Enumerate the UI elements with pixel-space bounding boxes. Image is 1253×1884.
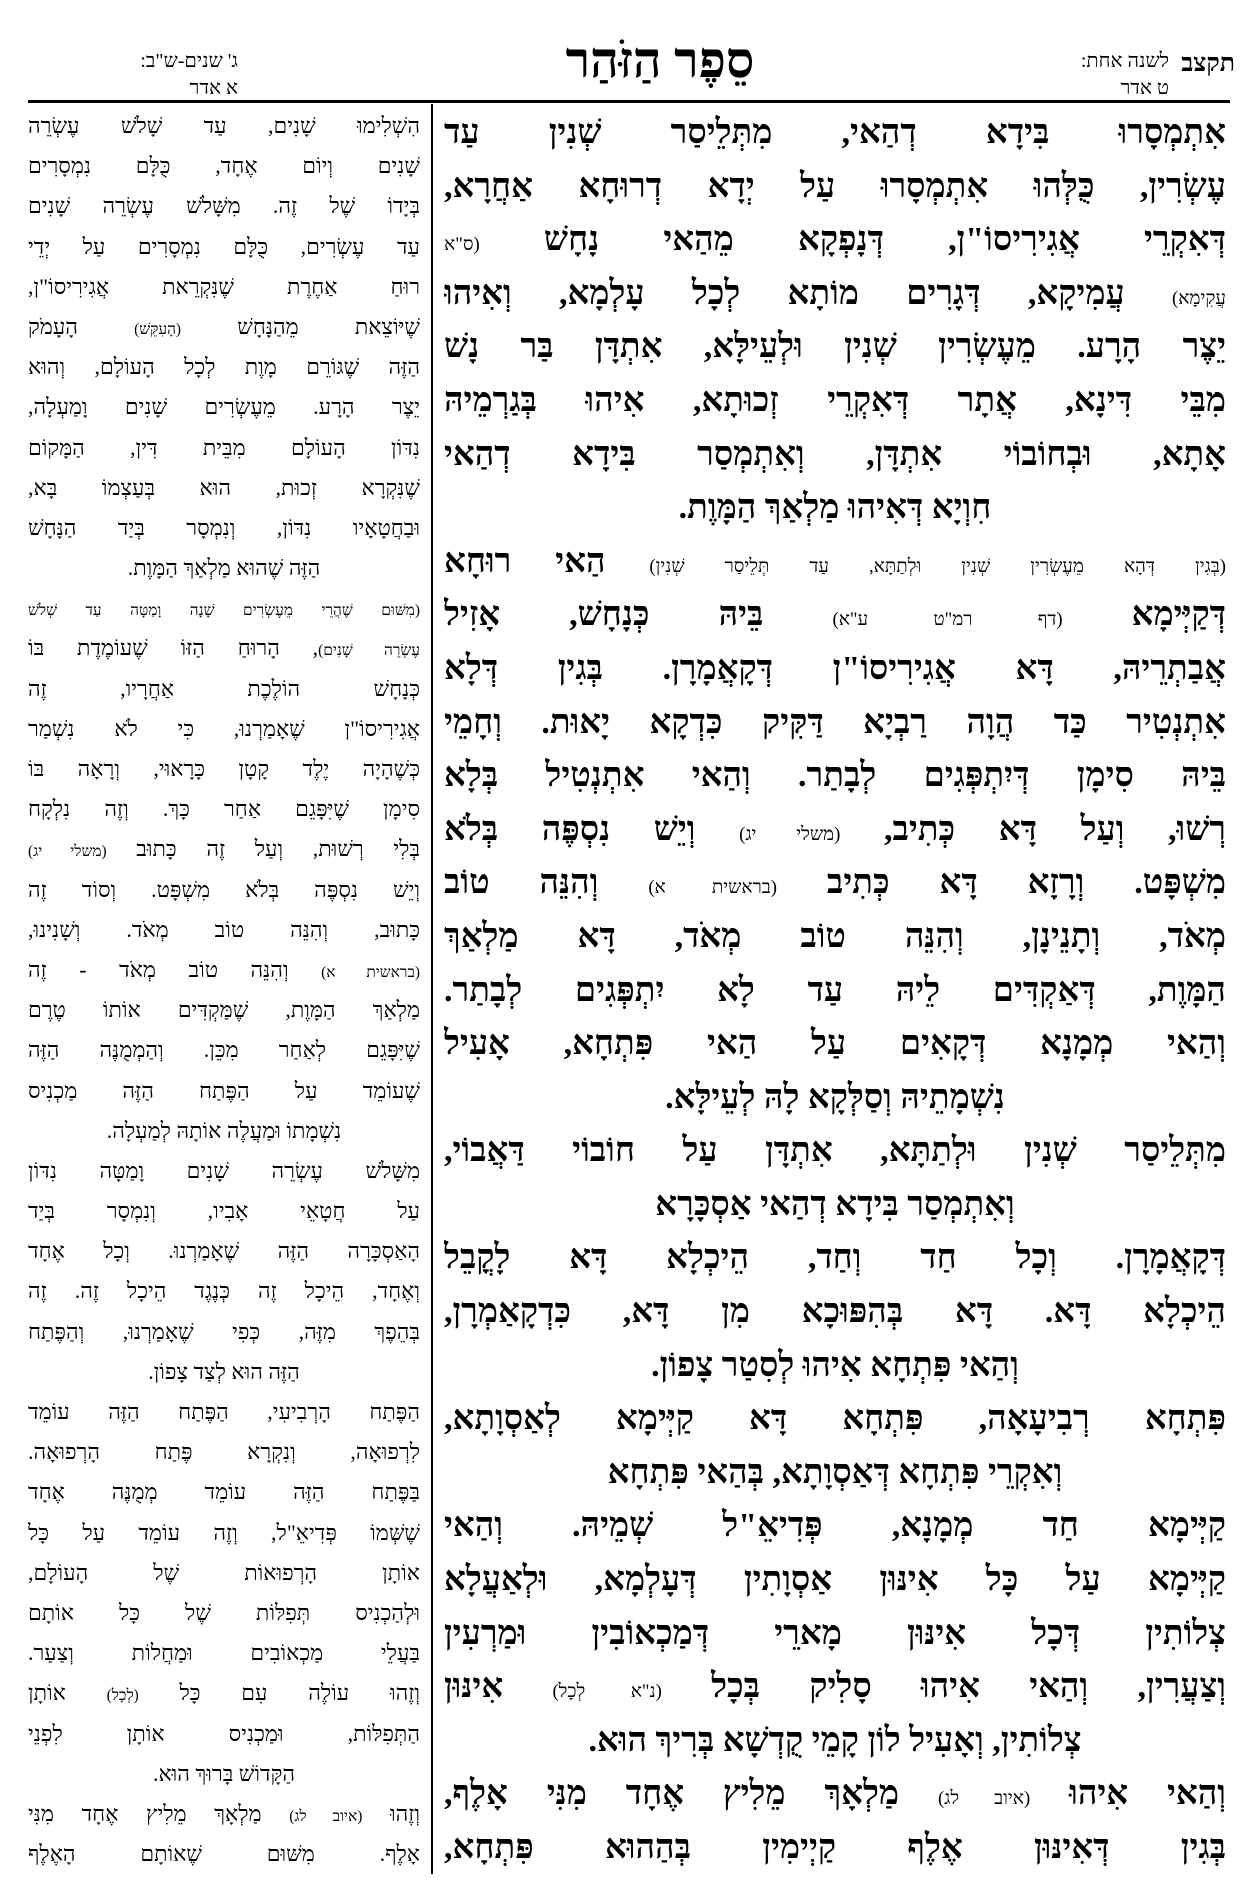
main-text-line: קַיְּימָא עַל כָּל אִינּוּן אַסְוָתִין דְּעָלְמָא, וּלְאַעֲלָא xyxy=(444,1561,1226,1599)
translation-text-line: הַקָּדוֹשׁ בָּרוּךְ הוּא. xyxy=(152,1760,296,1786)
translation-text-line: אוֹתָן הָרְפוּאוֹת שֶׁל הָעוֹלָם, xyxy=(28,1559,420,1585)
translation-text-line: בְּלִי רְשׁוּת, וְעַל זֶה כָּתוּב (משלי יג) xyxy=(28,836,420,862)
translation-text-line: כָּתוּב, וְהִנֵּה טוֹב מְאֹד. וְשָׁנִינוּ, xyxy=(28,916,420,942)
main-text-line: מְאֹד, וְתָנֵינָן, וְהִנֵּה טוֹב מְאֹד, דָּא מַלְאַךְ xyxy=(444,917,1226,955)
main-text-line: הֵיכְלָא דָּא. דָּא בְּהִפּוּכָא מִן דָּא, כִּדְקָאַמְרָן, xyxy=(444,1293,1226,1331)
inline-reference: (מִשּׁוּם שֶׁהֲרֵי מֵעֶשְׂרִים שָׁנָה וָמַטָּה עַד שְׁלֹשׁ xyxy=(28,602,420,620)
translation-text-line: שֶׁיִּפָּגֵם לְאַחַר מִכֵּן. וְהַמְמֻנֶּה הַזֶּה xyxy=(28,1037,420,1063)
translation-text-line: רוּחַ אַחֶרֶת שֶׁנִּקְרֵאת אֲגִירִיסוֹ"ן, xyxy=(28,273,420,299)
inline-reference: (נ"א לְכָל) xyxy=(552,1681,662,1703)
translation-text-line: בַּפֶּתַח הַזֶּה עוֹמֵד מְמֻנֶּה אֶחָד xyxy=(28,1479,420,1505)
main-text-line: בֵּיהּ סִימָן דְּיִתְפְּגִים לְבָתַר. וְהַאי אִתְנְטִיל בְּלָא xyxy=(444,757,1226,795)
inline-reference: עֲקִימָא) xyxy=(1172,287,1226,309)
translation-text-line: וּבַחֲטָאָיו נִדּוֹן, וְנִמְסָר בְּיַד הַנָּחָשׁ xyxy=(28,514,420,540)
main-text-line: אָתָא, וּבְחוֹבוֹי אִתְדָּן, וְאִתְמְסַר בִּידָא דְהַאי xyxy=(444,435,1226,473)
translation-text-line: הָאַסְכָּרָה הַזֶּה שֶׁאָמַרְנוּ. וְכָל אֶחָד xyxy=(28,1238,420,1264)
main-text-line: רְשׁוּ, וְעַל דָּא כְּתִיב, (משלי יג) וְיֵשׁ נִסְפֶּה בְּלֹא xyxy=(444,810,1226,848)
translation-text-line: הַתְּפִלּוֹת, וּמַכְנִיס אוֹתָן לִפְנֵי xyxy=(28,1720,420,1746)
translation-text-line: עֶשְׂרֵה שָׁנִים), הָרוּחַ הַזּוֹ שֶׁעוֹמֶדֶת בּוֹ xyxy=(28,635,420,661)
main-text-line: וְהַאי מְמָנָא דְּקָאִים עַל הַאי פִּתְחָא, אָעִיל xyxy=(444,1025,1226,1063)
main-text-line: וְצַעֲרִין, וְהַאי אִיהוּ סָלִיק בְּכָל (נ"א לְכָל) אִינּוּן xyxy=(444,1668,1226,1706)
translation-text-line: נִדּוֹן הָעוֹלָם מִבֵּית דִּין, הַמָּקוֹם xyxy=(28,434,420,460)
translation-text-line: אֲגִירִיסוֹ"ן שֶׁאָמַרְנוּ, כִּי לֹא נִשְׁמַר xyxy=(28,715,420,741)
main-text-line: פִּתְחָא רְבִיעָאָה, פִּתְחָא דָּא קַיְּימָא לְאַסְוָתָא, xyxy=(444,1400,1226,1438)
inline-reference: (ס"א xyxy=(444,234,480,256)
inline-reference: עֶשְׂרֵה שָׁנִים) xyxy=(318,642,420,660)
inline-reference: (הָעִקֵּשׁ) xyxy=(134,320,182,338)
translation-text-line: בְּיָדוֹ שֶׁל זֶה. מִשָּׁלֹשׁ עֶשְׂרֵה שָׁנִים xyxy=(28,193,420,219)
translation-text-line: שֶׁיּוֹצֵאת מֵהַנָּחָשׁ (הָעִקֵּשׁ) הָעָמֹק xyxy=(28,313,420,339)
inline-reference: (בראשית א) xyxy=(648,877,778,899)
column-divider xyxy=(431,104,433,1874)
main-text-line: מִשְׁפָּט. וְרָזָא דָּא כְּתִיב (בראשית א) וְהִנֵּה טוֹב xyxy=(444,864,1226,902)
header-rule xyxy=(28,100,1230,103)
translation-text-line: (בראשית א) וְהִנֵּה טוֹב מְאֹד - זֶה xyxy=(28,956,420,982)
translation-column xyxy=(28,106,420,1874)
main-text-line: וְאִקְרֵי פִּתְחָא דְּאַסְוָתָא, בְּהַאי פִּתְחָא xyxy=(607,1453,1063,1491)
main-text-line: חִוְיָא דְּאִיהוּ מַלְאַךְ הַמָּוֶת. xyxy=(678,489,992,527)
translation-text-line: סִימָן שֶׁיִּפָּגֵם אַחַר כָּךְ. וְזֶה נִלְקָח xyxy=(28,796,420,822)
main-text-line: דְּקָאֲמָרָן. וְכָל חַד וְחַד, הֵיכְלָא דָּא לָקֳבֵל xyxy=(444,1239,1226,1277)
inline-reference: (בראשית א) xyxy=(321,963,420,981)
translation-text-line: וְזֶהוּ (איוב לג) מַלְאָךְ מֵלִיץ אֶחָד מִנִּי xyxy=(28,1800,420,1826)
inline-reference: (משלי יג) xyxy=(739,823,841,845)
main-text-line: וְאִתְמְסַר בִּידָא דְהַאי אַסְכָּרָא xyxy=(655,1185,1015,1223)
translation-text-line: שֶׁנִּקְרָא זְכוּת, הוּא בְּעַצְמוֹ בָּא, xyxy=(28,474,420,500)
inline-reference: (איוב לג) xyxy=(937,1788,1031,1810)
main-text-line: מִבֵּי דִּינָא, אֲתָר דְּאִקְרֵי זְכוּתָא, אִיהוּ בְּגַרְמֵיהּ xyxy=(444,381,1226,419)
inline-reference: (דף רמ"ט ע"א) xyxy=(832,609,1063,631)
translation-text-line: עַל חֲטָאֵי אָבִיו, וְנִמְסָר בְּיַד xyxy=(28,1198,420,1224)
translation-text-line xyxy=(28,588,420,628)
translation-text-line: נִשְׁמָתוֹ וּמַעֲלֶה אוֹתָהּ לְמַעְלָה. xyxy=(106,1117,342,1143)
main-text-line: יֵצֶר הָרָע. מֵעֶשְׂרִין שְׁנִין וּלְעֵילָּא, אִתְדָּן בַּר נָשׁ xyxy=(444,328,1226,366)
main-text-line: עֶשְׂרִין, כֻּלְּהוּ אִתְמְסָרוּ עַל יְדָא דְרוּחָא אַחֲרָא, xyxy=(444,167,1226,205)
translation-text-line: הַזֶּה הוּא לְצַד צָפוֹן. xyxy=(148,1358,300,1384)
translation-text-line: הִשְׁלִימוּ שָׁנִים, עַד שָׁלֹשׁ עֶשְׂרֵה xyxy=(28,113,420,138)
translation-text-line: וְאֶחָד, הֵיכָל זֶה כְּנֶגֶד הֵיכָל זֶה. זֶה xyxy=(28,1278,420,1304)
translation-text-line: כְּשֶׁהָיָה יֶלֶד קָטָן כָּרָאוּי, וְרָאָה בּוֹ xyxy=(28,756,420,781)
left-running-note xyxy=(96,48,238,102)
main-text-line: (בְּגִין דְּהָא מֵעֶשְׂרִין שְׁנִין וּלְתַתָּא, עַד תְּלֵיסַר שְׁנִין) הַאי רוּחָא xyxy=(444,542,1226,580)
page-title: סֵפֶר הַזֹּהַר xyxy=(565,32,755,88)
translation-text-line: וְיֵשׁ נִסְפֶּה בְּלֹא מִשְׁפָּט. וְסוֹד זֶה xyxy=(28,876,420,902)
main-text-line: נִשְׁמָתֵיהּ וְסַלְּקָא לָהּ לְעֵילָּא. xyxy=(665,1078,1005,1116)
inline-reference: (לְכָל) xyxy=(106,1687,139,1705)
main-column xyxy=(444,106,1226,1875)
translation-text-line: מַלְאַךְ הַמָּוֶת, שֶׁמַּקְדִּים אוֹתוֹ טֶרֶם xyxy=(28,997,420,1023)
inline-reference: (משלי יג) xyxy=(28,843,107,861)
translation-text-line: שָׁנִים וְיוֹם אֶחָד, כֻּלָּם נִמְסָרִים xyxy=(28,153,420,179)
translation-text-line: שֶׁעוֹמֵד עַל הַפֶּתַח הַזֶּה מַכְנִיס xyxy=(28,1077,420,1103)
inline-reference: (בְּגִין דְּהָא מֵעֶשְׂרִין שְׁנִין וּלְתַתָּא, עַד תְּלֵיסַר שְׁנִין) xyxy=(649,555,1226,577)
main-text-line: עֲקִימָא) עֲמִיקָא, דְּגָרִים מוֹתָא לְכָל עָלְמָא, וְאִיהוּ xyxy=(444,274,1226,312)
inline-reference: (איוב לג) xyxy=(289,1807,363,1825)
right-running-note xyxy=(1049,48,1169,102)
main-text-line: דְּקַיְּימָא (דף רמ"ט ע"א) בֵּיהּ כְּנָחָשׁ, אָזִיל xyxy=(444,596,1226,634)
left-note-line: ג' שנים-ש"ב: xyxy=(140,50,238,72)
translation-text-line: לִרְפוּאָה, וְנִקְרָא פֶּתַח הָרְפוּאָה. xyxy=(28,1439,420,1465)
translation-text-line: כְּנָחָשׁ הוֹלֶכֶת אַחֲרָיו, זֶה xyxy=(28,675,420,701)
main-text-line: וְהַאי אִיהוּ (איוב לג) מַלְאָךְ מֵלִיץ אֶחָד מִנִּי אָלֶף, xyxy=(444,1775,1226,1813)
main-text-line: דְּאִקְרֵי אֲגִירִיסוֹ"ן, דְּנָפְקָא מֵהַאי נָחָשׁ (ס"א xyxy=(444,221,1226,259)
translation-text-line: שֶׁשְּׁמוֹ פְּדִיאֵ"ל, וְזֶה עוֹמֵד עַל כָּל xyxy=(28,1519,420,1545)
right-note-line: ט אדר xyxy=(1120,77,1169,99)
main-text-line: צְלוֹתִין, וְאָעִיל לוֹן קָמֵי קֻדְשָׁא בְּרִיךְ הוּא. xyxy=(588,1721,1082,1759)
main-text-line: קַיְּימָא חַד מְמָנָא, פְּדִיאֵ"ל שְׁמֵיהּ. וְהַאי xyxy=(444,1507,1226,1545)
main-text-line: אִתְנְטִיר כַּד הֲוָה רַבְיָא דַּקִּיק כִּדְקָא יָאוּת. וְחָמֵי xyxy=(444,703,1226,741)
translation-text-line: הַזֶּה שֶׁהוּא מַלְאַךְ הַמָּוֶת. xyxy=(127,555,321,581)
translation-text-line: עַד עֶשְׂרִים, כֻּלָּם נִמְסָרִים עַל יְדֵי xyxy=(28,233,420,259)
translation-text-line: הַפֶּתַח הָרְבִיעִי, הַפֶּתַח הַזֶּה עוֹמֵד xyxy=(28,1399,420,1424)
translation-text-line: הַזֶּה שֶׁגּוֹרֵם מָוֶת לְכָל הָעוֹלָם, וְהוּא xyxy=(28,354,420,380)
translation-text-line: מִשָּׁלֹשׁ עֶשְׂרֵה שָׁנִים וָמַטָּה נִדּוֹן xyxy=(28,1157,420,1183)
translation-text-line: בַּעֲלֵי מַכְאוֹבִים וּמַחֲלוֹת וְצַעַר. xyxy=(28,1640,420,1666)
translation-text-line: אָלֶף. מִשּׁוּם שֶׁאוֹתָם הָאֶלֶף xyxy=(28,1841,420,1867)
translation-text-line: יֵצֶר הָרָע. מֵעֶשְׂרִים שָׁנִים וָמַעְלָה, xyxy=(28,394,420,420)
translation-text-line: וְזֶהוּ עוֹלֶה עִם כָּל (לְכָל) אוֹתָן xyxy=(28,1680,420,1706)
translation-text-line: וּלְהַכְנִיס תְּפִלּוֹת שֶׁל כָּל אוֹתָם xyxy=(28,1599,420,1625)
main-text-line: מִתְּלֵיסַר שְׁנִין וּלְתַתָּא, אִתְדָּן עַל חוֹבוֹי דַּאֲבוֹי, xyxy=(444,1132,1226,1170)
main-text-line: צְלוֹתִין דְּכָל אִינּוּן מָארֵי דְּמַכְאוֹבִין וּמַרְעִין xyxy=(444,1614,1226,1652)
page-number: תקצב xyxy=(1181,50,1235,77)
right-note-line: לשנה אחת: xyxy=(1080,50,1169,72)
main-text-line: בְּגִין דְּאִינּוּן אֶלֶף קַיְימִין בְּהַהוּא פִּתְחָא, xyxy=(444,1829,1226,1866)
left-note-line: א אדר xyxy=(189,77,238,99)
main-text-line: וְהַאי פִּתְחָא אִיהוּ לְסִטַר צָפוֹן. xyxy=(651,1346,1019,1384)
main-text-line: אִתְמְסָרוּ בִּידָא דְהַאי, מִתְּלֵיסַר שְׁנִין עַד xyxy=(444,114,1226,151)
main-text-line: אֲבַתְרֵיהּ, דָּא אֲגִירִיסוֹ"ן דְּקָאֲמָרָן. בְּגִין דְּלָא xyxy=(444,649,1226,687)
main-text-line: הַמָּוֶת, דְּאַקְדִּים לֵיהּ עַד לָא יִתְפְּגִים לְבָתַר. xyxy=(444,971,1226,1009)
translation-text-line: בְּהֵפֶךְ מִזֶּה, כְּפִי שֶׁאָמַרְנוּ, וְהַפֶּתַח xyxy=(28,1318,420,1344)
